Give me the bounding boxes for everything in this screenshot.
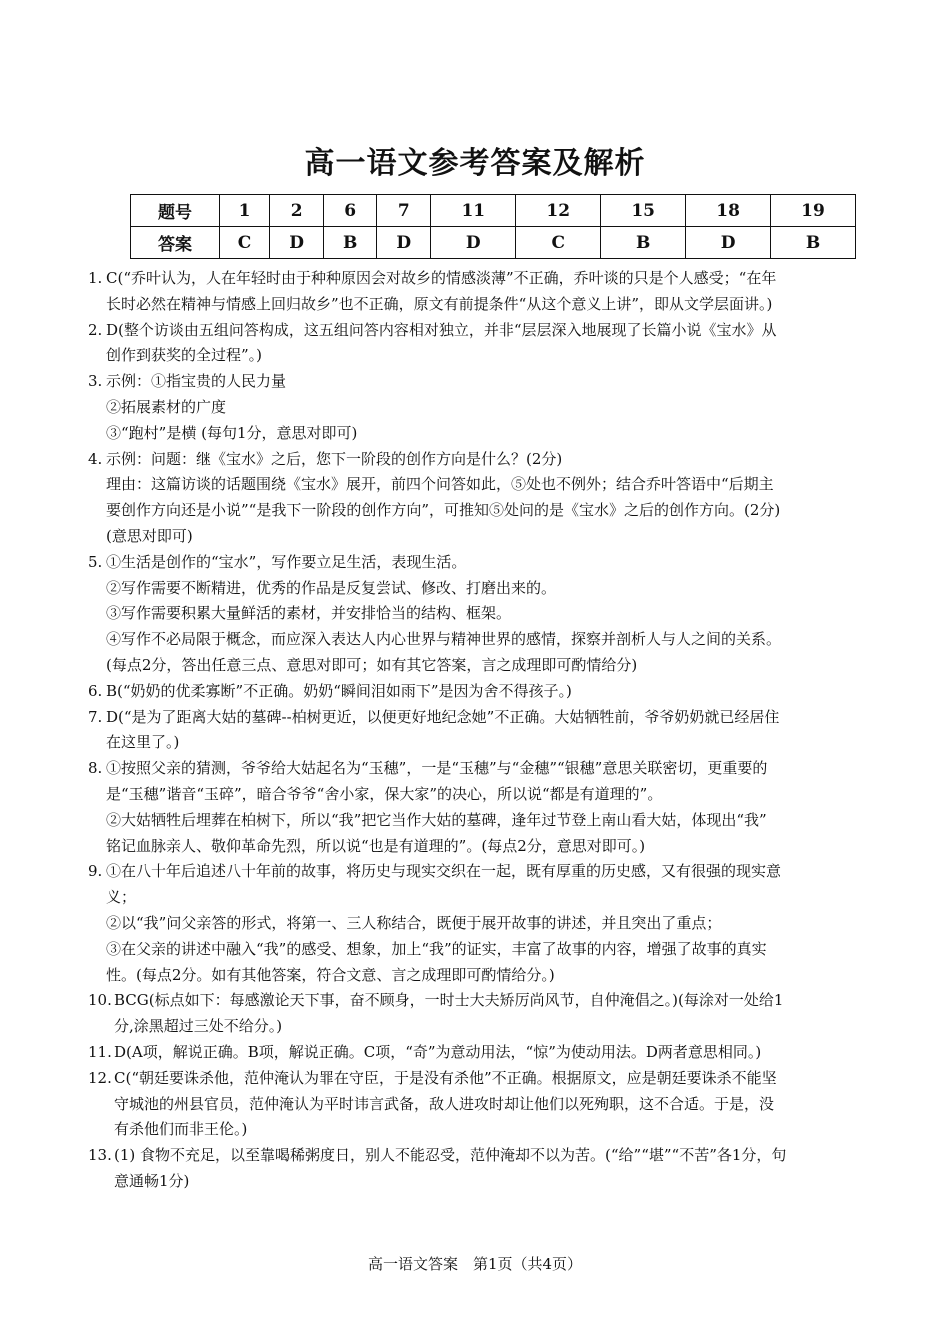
table-cell: 1 (220, 195, 270, 227)
table-cell: 12 (516, 195, 601, 227)
answer-number: 1. (88, 269, 103, 287)
answer-line: 义； (106, 888, 137, 907)
table-cell: D (270, 227, 324, 259)
answer-line: ③在父亲的讲述中融入“我”的感受、想象，加上“我”的证实，丰富了故事的内容，增强了故事的真实 (106, 939, 767, 958)
table-cell: 6 (324, 195, 377, 227)
table-cell: D (431, 227, 516, 259)
answer-line: 创作到获奖的全过程”。) (106, 346, 263, 365)
table-row-header: 答案 (131, 227, 220, 259)
answer-item (88, 988, 866, 1040)
answer-line: D(“是为了距离大姑的墓碑--柏树更近，以便更好地纪念她”不正确。大姑牺牲前，爷爷奶奶就已经居住 (106, 707, 780, 726)
answer-line: C(“朝廷要诛杀他，范仲淹认为罪在守臣，于是没有杀他”不正确。根据原文，应是朝廷要诛杀不能坚 (114, 1068, 777, 1087)
answer-item (88, 550, 866, 679)
answer-line: 分,涂黑超过三处不给分。) (114, 1017, 283, 1036)
answer-line: C(“乔叶认为，人在年轻时由于种种原因会对故乡的情感淡薄”不正确，乔叶谈的只是个人感受；“在年 (106, 269, 777, 287)
answer-item (88, 447, 866, 550)
answer-item (88, 859, 866, 988)
answer-line: 性。(每点2分。如有其他答案，符合文意、言之成理即可酌情给分。) (106, 965, 555, 984)
answer-line: ③“跑村”是横 (每句1分，意思对即可) (106, 423, 358, 442)
answer-table (130, 194, 856, 259)
answer-number: 6. (88, 681, 103, 700)
page-title: 高一语文参考答案及解析 (304, 146, 646, 181)
answer-line: ①在八十年后追述八十年前的故事，将历史与现实交织在一起，既有厚重的历史感，又有很强的现实意 (106, 862, 782, 881)
table-row-header: 题号 (131, 195, 220, 227)
answer-line: 是“玉穗”谐音“玉碎”，暗合爷爷“舍小家，保大家”的决心，所以说“都是有道理的”。 (106, 784, 663, 803)
answer-item (88, 679, 866, 705)
answer-number: 9. (88, 862, 103, 881)
answer-line: B(“奶奶的优柔寡断”不正确。奶奶“瞬间泪如雨下”是因为舍不得孩子。) (106, 681, 572, 700)
answer-line: ②拓展素材的广度 (106, 397, 227, 416)
answer-line: ②大姑牺牲后埋葬在柏树下，所以“我”把它当作大姑的墓碑，逢年过节登上南山看大姑，体现出“我” (106, 810, 767, 829)
table-cell: C (516, 227, 601, 259)
answer-line: ④写作不必局限于概念，而应深入表达人内心世界与精神世界的感情，探察并剖析人与人之间的关系。 (106, 630, 782, 649)
answer-number: 12. (88, 1068, 112, 1087)
answer-number: 10. (88, 991, 112, 1010)
table-cell: B (771, 227, 856, 259)
answer-number: 8. (88, 759, 103, 778)
answer-item (88, 369, 866, 446)
table-cell: B (601, 227, 686, 259)
answer-item (88, 1040, 866, 1066)
answer-item (88, 705, 866, 757)
answer-number: 13. (88, 1146, 112, 1165)
answer-number: 3. (88, 372, 103, 391)
answer-line: 理由：这篇访谈的话题围绕《宝水》展开，前四个问答如此，⑤处也不例外；结合乔叶答语中“后期主 (106, 475, 774, 494)
answer-line: 要创作方向还是小说”“是我下一阶段的创作方向”，可推知⑤处问的是《宝水》之后的创作方向。(2分) (106, 501, 781, 520)
answer-line: 守城池的州县官员，范仲淹认为平时讳言武备，敌人进攻时却让他们以死殉职，这不合适。于是，没 (114, 1094, 775, 1113)
answer-number: 7. (88, 707, 103, 726)
table-cell: 19 (771, 195, 856, 227)
answer-line: 意通畅1分) (114, 1171, 190, 1190)
answer-line: ②以“我”问父亲答的形式，将第一、三人称结合，既便于展开故事的讲述，并且突出了重点； (106, 913, 722, 932)
table-cell: 18 (686, 195, 771, 227)
answer-item (88, 1066, 866, 1143)
answer-line: D(A项，解说正确。B项，解说正确。C项，“奇”为意动用法，“惊”为使动用法。D两者意思相同。) (114, 1042, 762, 1061)
answer-number: 4. (88, 449, 103, 468)
answer-line: 示例：①指宝贵的人民力量 (106, 372, 287, 391)
table-cell: D (686, 227, 771, 259)
answer-line: (意思对即可) (106, 526, 193, 545)
answer-line: BCG(标点如下：每感激论天下事，奋不顾身，一时士大夫矫厉尚风节，自仲淹倡之。)(每涂对一处给1 (114, 991, 784, 1010)
table-row (131, 227, 856, 259)
answer-line: 示例：问题：继《宝水》之后，您下一阶段的创作方向是什么？(2分) (106, 449, 563, 468)
answer-item (88, 318, 866, 370)
table-cell: B (324, 227, 377, 259)
answer-line: ①生活是创作的“宝水”，写作要立足生活，表现生活。 (106, 552, 467, 571)
answer-line: 有杀他们而非王伦。) (114, 1120, 248, 1139)
answer-item (88, 266, 866, 318)
table-row (131, 195, 856, 227)
answer-line: 长时必然在精神与情感上回归故乡”也不正确，原文有前提条件“从这个意义上讲”，即从文学层面讲。) (106, 294, 773, 313)
answer-line: 铭记血脉亲人、敬仰革命先烈，所以说“也是有道理的”。(每点2分，意思对即可。) (106, 836, 646, 855)
answer-line: ②写作需要不断精进，优秀的作品是反复尝试、修改、打磨出来的。 (106, 578, 557, 597)
page-footer: 高一语文答案 第1页（共4页） (367, 1255, 583, 1273)
answer-number: 5. (88, 552, 103, 571)
answer-line: ③写作需要积累大量鲜活的素材，并安排恰当的结构、框架。 (106, 604, 512, 623)
table-cell: C (220, 227, 270, 259)
answer-number: 2. (88, 320, 103, 339)
table-cell: 2 (270, 195, 324, 227)
answer-line: D(整个访谈由五组问答构成，这五组问答内容相对独立，并非“层层深入地展现了长篇小说《宝水》从 (106, 320, 777, 339)
answer-line: ①按照父亲的猜测，爷爷给大姑起名为“玉穗”，一是“玉穗”与“金穗”“银穗”意思关联密切，更重要的 (106, 759, 768, 778)
answer-item (88, 1143, 866, 1195)
answer-item (88, 756, 866, 859)
table-cell: 7 (377, 195, 431, 227)
answer-number: 11. (88, 1042, 112, 1061)
table-cell: D (377, 227, 431, 259)
table-cell: 11 (431, 195, 516, 227)
answer-line: (每点2分，答出任意三点、意思对即可；如有其它答案，言之成理即可酌情给分) (106, 655, 638, 674)
answer-line: 在这里了。) (106, 733, 180, 752)
answer-line: (1) 食物不充足，以至靠喝稀粥度日，别人不能忍受，范仲淹却不以为苦。(“给”“堪”“不苦”各1分，句 (114, 1146, 787, 1165)
table-cell: 15 (601, 195, 686, 227)
answer-list (88, 266, 866, 1195)
